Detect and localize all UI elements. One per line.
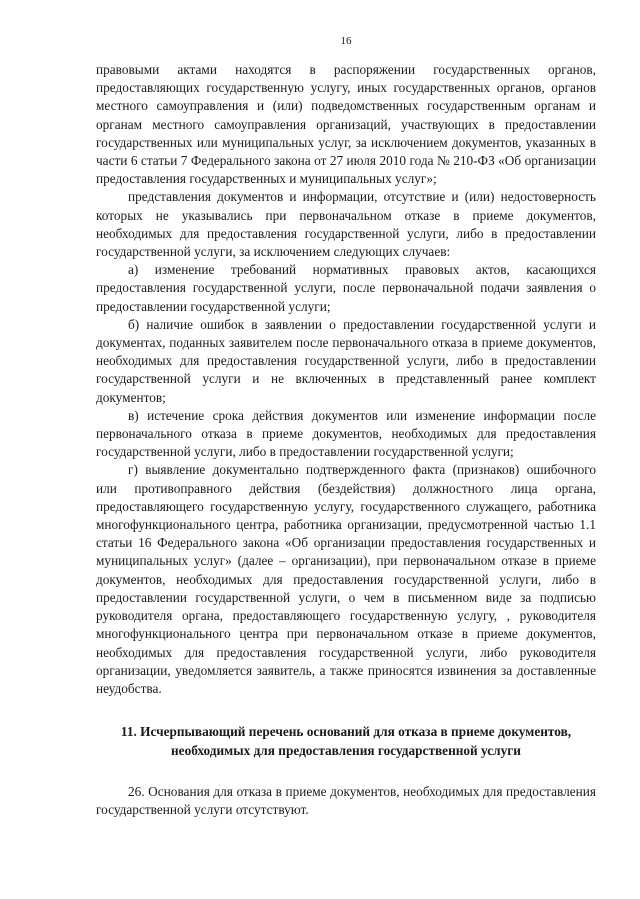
paragraph-documents-exceptions: представления документов и информации, отсутствие и (или) недостоверность которых не указывались при первоначальном отказе в приеме документов, необходимых для предоставления государственной услуги, либо в предоставлении государственной услуги, за исключением следующих случаев: [96, 189, 596, 260]
list-item-v: в) истечение срока действия документов или изменение информации после первоначального отказа в приеме документов, необходимых для предоставления государственной услуги, либо в предоставлении государственной услуги; [96, 407, 596, 460]
paragraph-continuation: правовыми актами находятся в распоряжении государственных органов, предоставляющих государственную услугу, иных государственных органов, органов местного самоуправления и (или) подведомственных государственным органам и органам местного самоуправления организаций, участвующих в предоставлении государственных или муниципальных услуг, за исключением документов, указанных в части 6 статьи 7 Федерального закона от 27 июля 2010 года № 210-ФЗ «Об организации предоставления государственных и муниципальных услуг»; [96, 62, 596, 187]
paragraph-26: 26. Основания для отказа в приеме документов, необходимых для предоставления государственной услуги отсутствуют. [96, 784, 596, 818]
section-heading: 11. Исчерпывающий перечень оснований для отказа в приеме документов, необходимых для предоставления государственной услуги [120, 724, 572, 759]
page-number: 16 [340, 35, 352, 47]
list-item-g: г) выявление документально подтвержденного факта (признаков) ошибочного или противоправного действия (бездействия) должностного лица органа, предоставляющего государственную услугу, государственного служащего, работника многофункционального центра, работника организации, предусмотренной частью 1.1 статьи 16 Федерального закона «Об организации предоставления государственных и муниципальных услуг» (далее – организации), при первоначальном отказе в приеме документов, необходимых для предоставления государственной услуги, либо в предоставлении государственной услуги, о чем в письменном виде за подписью руководителя органа, предоставляющего государственную услугу, , руководителя многофункционального центра при первоначальном отказе в приеме документов, необходимых для предоставления государственной услуги, либо руководителя организации, уведомляется заявитель, а также приносятся извинения за доставленные неудобства. [96, 462, 596, 696]
list-item-b: б) наличие ошибок в заявлении о предоставлении государственной услуги и документах, поданных заявителем после первоначального отказа в приеме документов, необходимых для предоставления государственной услуги, либо в предоставлении государственной услуги и не включенных в представленный ранее комплект документов; [96, 316, 596, 405]
list-item-a: а) изменение требований нормативных правовых актов, касающихся предоставления государственной услуги, после первоначальной подачи заявления о предоставлении государственной услуги; [96, 262, 596, 314]
document-page [96, 0, 596, 899]
document-body [96, 61, 596, 820]
